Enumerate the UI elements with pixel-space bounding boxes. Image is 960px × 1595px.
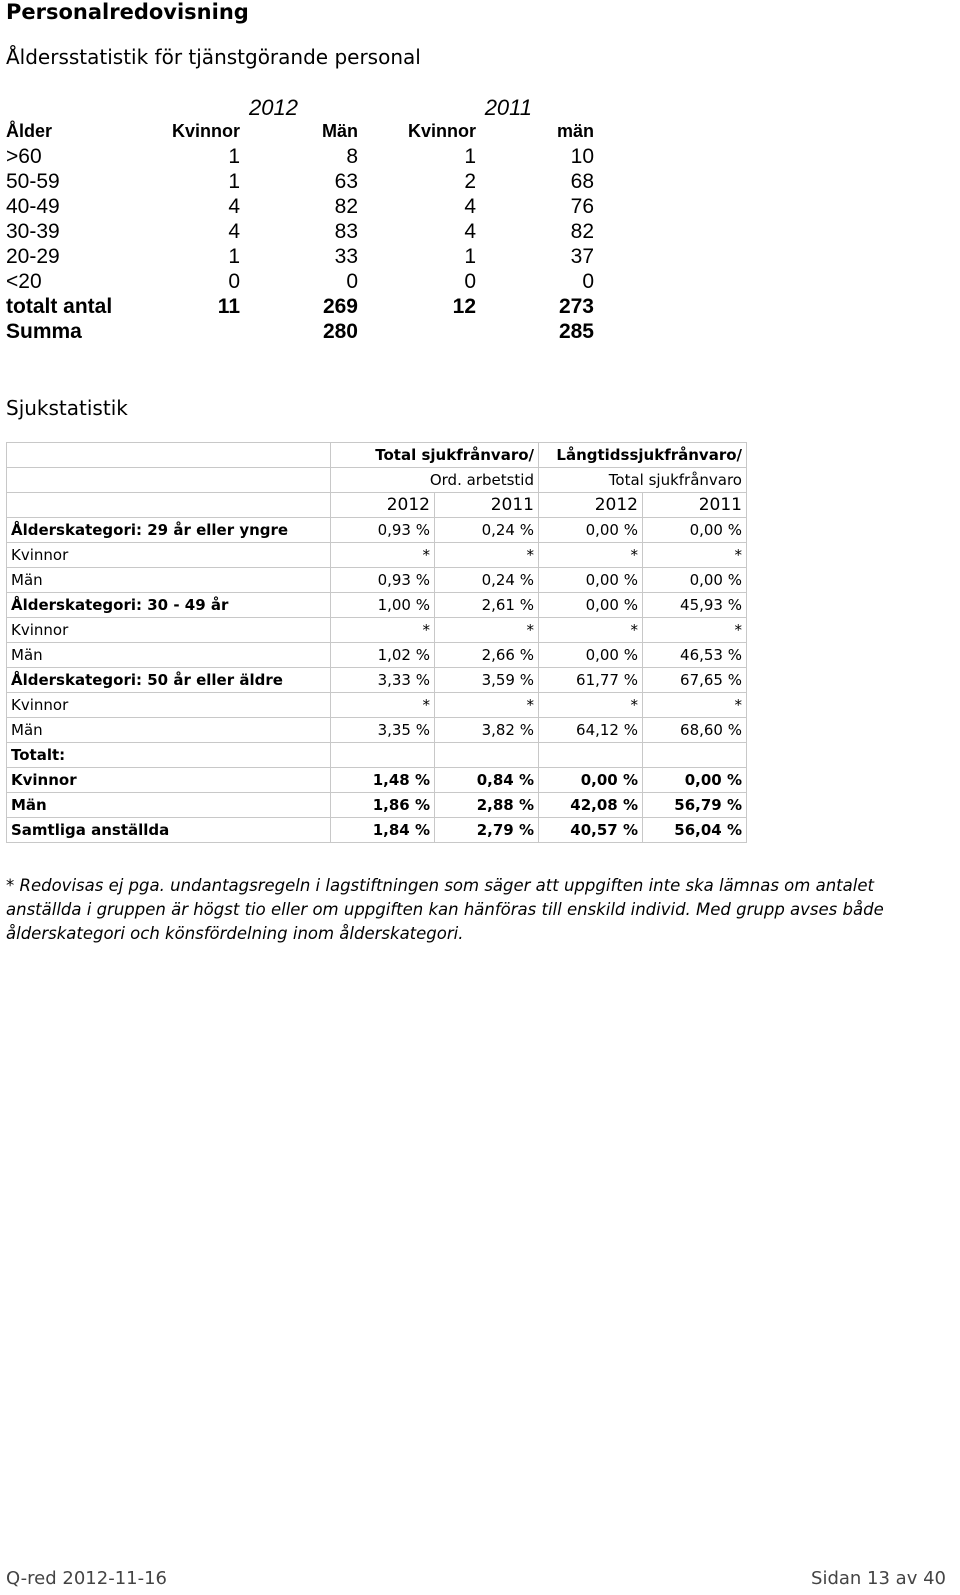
group-subheader: Total sjukfrånvaro bbox=[539, 468, 747, 493]
sick-section-title: Sjukstatistik bbox=[6, 396, 128, 420]
table-row bbox=[7, 618, 747, 643]
table-row bbox=[7, 718, 747, 743]
year-row bbox=[7, 493, 747, 518]
table-cell: * bbox=[435, 618, 539, 643]
table-cell: * bbox=[539, 618, 643, 643]
year-header: 2011 bbox=[643, 493, 747, 518]
total-row bbox=[0, 295, 610, 320]
table-cell: * bbox=[331, 618, 435, 643]
table-cell: 0 bbox=[582, 270, 594, 293]
table-cell: 2,88 % bbox=[435, 793, 539, 818]
table-cell: 0,00 % bbox=[539, 643, 643, 668]
column-header: Ålder bbox=[6, 121, 53, 141]
table-cell: 0,24 % bbox=[435, 518, 539, 543]
row-label: Män bbox=[7, 793, 331, 818]
table-cell: 0,00 % bbox=[539, 593, 643, 618]
table-cell: * bbox=[539, 543, 643, 568]
footer-reference: Q-red 2012-11-16 bbox=[6, 1568, 167, 1589]
group-subheader-row bbox=[7, 468, 747, 493]
table-cell bbox=[7, 443, 331, 468]
table-cell: 0,00 % bbox=[643, 568, 747, 593]
table-cell: 3,82 % bbox=[435, 718, 539, 743]
age-group-label: 40-49 bbox=[6, 195, 60, 218]
table-cell: 1 bbox=[464, 245, 476, 268]
table-cell: * bbox=[539, 693, 643, 718]
table-cell: 1,48 % bbox=[331, 768, 435, 793]
category-label: Ålderskategori: 50 år eller äldre bbox=[7, 668, 331, 693]
table-cell bbox=[7, 468, 331, 493]
totals-heading: Totalt: bbox=[7, 743, 331, 768]
table-cell: 46,53 % bbox=[643, 643, 747, 668]
table-cell: 82 bbox=[334, 195, 358, 218]
table-cell: 2,66 % bbox=[435, 643, 539, 668]
year-header: 2012 bbox=[249, 95, 298, 120]
table-cell: 0,00 % bbox=[539, 568, 643, 593]
table-cell: 3,35 % bbox=[331, 718, 435, 743]
table-cell: 0,84 % bbox=[435, 768, 539, 793]
table-cell: 8 bbox=[346, 145, 358, 168]
table-cell: 269 bbox=[322, 295, 358, 318]
table-row bbox=[7, 818, 747, 843]
total-label: totalt antal bbox=[6, 295, 113, 318]
table-cell: 4 bbox=[228, 220, 240, 243]
group-header-row bbox=[7, 443, 747, 468]
table-cell bbox=[7, 493, 331, 518]
table-cell: 1,02 % bbox=[331, 643, 435, 668]
table-cell bbox=[539, 743, 643, 768]
year-header: 2012 bbox=[331, 493, 435, 518]
table-cell bbox=[435, 743, 539, 768]
table-cell: 0,93 % bbox=[331, 518, 435, 543]
table-cell: * bbox=[435, 693, 539, 718]
table-cell: 4 bbox=[464, 220, 476, 243]
table-row bbox=[7, 768, 747, 793]
table-cell: 10 bbox=[570, 145, 594, 168]
row-label: Samtliga anställda bbox=[7, 818, 331, 843]
footnote: * Redovisas ej pga. undantagsregeln i lagstiftningen som säger att uppgiften inte ska lämnas om antalet anställda i gruppen är högst tio eller om uppgiften kan hänföras till enskild individ. Med grupp avses både ålderskategori och könsfördelning inom ålderskategori. bbox=[6, 876, 884, 943]
table-cell: 2 bbox=[464, 170, 476, 193]
table-cell: 285 bbox=[558, 320, 594, 343]
table-cell: 42,08 % bbox=[539, 793, 643, 818]
table-cell: 56,79 % bbox=[643, 793, 747, 818]
group-header: Långtidssjukfrånvaro/ bbox=[539, 443, 747, 468]
year-header-row bbox=[0, 95, 610, 120]
table-cell: 61,77 % bbox=[539, 668, 643, 693]
sum-row bbox=[0, 320, 610, 345]
table-cell: 56,04 % bbox=[643, 818, 747, 843]
table-cell: * bbox=[643, 618, 747, 643]
table-cell: 1 bbox=[228, 245, 240, 268]
table-cell: 64,12 % bbox=[539, 718, 643, 743]
row-label: Kvinnor bbox=[7, 693, 331, 718]
age-group-label: 50-59 bbox=[6, 170, 60, 193]
table-cell: 11 bbox=[217, 295, 240, 318]
table-cell: 4 bbox=[464, 195, 476, 218]
age-group-label: 30-39 bbox=[6, 220, 60, 243]
table-row bbox=[7, 693, 747, 718]
table-cell bbox=[331, 743, 435, 768]
category-label: Ålderskategori: 30 - 49 år bbox=[7, 593, 331, 618]
table-row bbox=[0, 170, 610, 195]
table-row bbox=[0, 195, 610, 220]
table-cell: 1 bbox=[464, 145, 476, 168]
table-cell: 76 bbox=[570, 195, 594, 218]
table-cell: 0,93 % bbox=[331, 568, 435, 593]
row-label: Män bbox=[7, 568, 331, 593]
page-number: Sidan 13 av 40 bbox=[811, 1568, 946, 1589]
column-header: Män bbox=[322, 121, 358, 141]
table-cell: 40,57 % bbox=[539, 818, 643, 843]
table-row bbox=[7, 668, 747, 693]
table-cell: 1,86 % bbox=[331, 793, 435, 818]
column-header: män bbox=[556, 121, 594, 141]
table-cell: 68,60 % bbox=[643, 718, 747, 743]
table-cell: 37 bbox=[570, 245, 594, 268]
table-row bbox=[7, 743, 747, 768]
table-cell: 82 bbox=[570, 220, 594, 243]
table-cell: 0,00 % bbox=[643, 518, 747, 543]
age-section-title: Åldersstatistik för tjänstgörande personal bbox=[6, 45, 421, 69]
column-header-row bbox=[0, 121, 610, 146]
table-cell: 12 bbox=[452, 295, 476, 318]
row-label: Kvinnor bbox=[7, 543, 331, 568]
table-row bbox=[0, 245, 610, 270]
table-cell: * bbox=[435, 543, 539, 568]
table-cell: 4 bbox=[228, 195, 240, 218]
table-row bbox=[7, 793, 747, 818]
group-subheader: Ord. arbetstid bbox=[331, 468, 539, 493]
table-cell: 33 bbox=[334, 245, 358, 268]
group-header: Total sjukfrånvaro/ bbox=[331, 443, 539, 468]
row-label: Män bbox=[7, 718, 331, 743]
year-header: 2012 bbox=[539, 493, 643, 518]
table-cell: 0 bbox=[346, 270, 358, 293]
table-cell: 1 bbox=[228, 145, 240, 168]
table-cell: 0,00 % bbox=[539, 518, 643, 543]
table-row bbox=[0, 270, 610, 295]
table-cell: 1,00 % bbox=[331, 593, 435, 618]
table-cell: 45,93 % bbox=[643, 593, 747, 618]
table-cell: 63 bbox=[334, 170, 358, 193]
table-cell: 0,00 % bbox=[643, 768, 747, 793]
table-row bbox=[0, 145, 610, 170]
table-cell: 67,65 % bbox=[643, 668, 747, 693]
year-header: 2011 bbox=[435, 493, 539, 518]
table-cell: 1 bbox=[228, 170, 240, 193]
table-row bbox=[7, 518, 747, 543]
table-row bbox=[7, 543, 747, 568]
table-cell: 273 bbox=[558, 295, 594, 318]
category-label: Ålderskategori: 29 år eller yngre bbox=[7, 518, 331, 543]
sick-statistics-table bbox=[6, 442, 747, 843]
table-cell: 280 bbox=[322, 320, 358, 343]
table-cell: * bbox=[643, 693, 747, 718]
age-group-label: 20-29 bbox=[6, 245, 60, 268]
row-label: Kvinnor bbox=[7, 768, 331, 793]
table-cell: * bbox=[643, 543, 747, 568]
year-header: 2011 bbox=[484, 95, 532, 120]
age-group-label: <20 bbox=[6, 270, 42, 293]
row-label: Kvinnor bbox=[7, 618, 331, 643]
table-cell: 3,59 % bbox=[435, 668, 539, 693]
table-cell: 2,61 % bbox=[435, 593, 539, 618]
table-cell: 68 bbox=[570, 170, 594, 193]
table-cell: * bbox=[331, 543, 435, 568]
table-cell bbox=[643, 743, 747, 768]
table-row bbox=[7, 593, 747, 618]
table-cell: 3,33 % bbox=[331, 668, 435, 693]
table-cell: 0 bbox=[228, 270, 240, 293]
table-row bbox=[7, 643, 747, 668]
table-row bbox=[7, 568, 747, 593]
sum-label: Summa bbox=[6, 320, 82, 343]
table-cell: 2,79 % bbox=[435, 818, 539, 843]
table-cell: 1,84 % bbox=[331, 818, 435, 843]
age-group-label: >60 bbox=[6, 145, 42, 168]
table-cell: 0,00 % bbox=[539, 768, 643, 793]
table-cell: 0,24 % bbox=[435, 568, 539, 593]
page-title: Personalredovisning bbox=[6, 0, 249, 24]
table-cell: 83 bbox=[334, 220, 358, 243]
column-header: Kvinnor bbox=[171, 121, 240, 141]
table-cell: * bbox=[331, 693, 435, 718]
table-cell: 0 bbox=[464, 270, 476, 293]
column-header: Kvinnor bbox=[407, 121, 476, 141]
row-label: Män bbox=[7, 643, 331, 668]
table-row bbox=[0, 220, 610, 245]
